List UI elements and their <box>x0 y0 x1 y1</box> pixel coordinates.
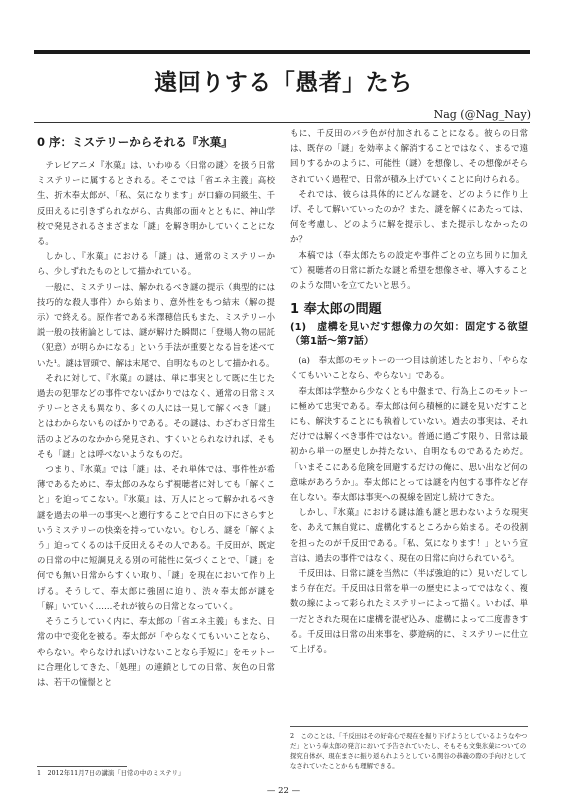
paragraph: (a) 奉太郎のモットーの一つ目は前述したとおり、「やらなくてもいいことなら、やらない」である。 <box>290 355 528 381</box>
left-column <box>37 132 275 764</box>
section-heading-1: 1 奉太郎の問題 <box>290 302 382 318</box>
paragraph: 本稿では（奉太郎たちの設定や事件ごとの立ち回りに加えて）視聴者の日常に新たな謎と希望を想像させ、導入することのような問いを立てたいと思う。 <box>290 249 528 291</box>
author-byline: Nag (@Nag_Nay) <box>433 108 531 121</box>
paragraph: つまり、『氷菓』では「謎」は、それ単体では、事件性が希薄であるために、奉太郎のみならず視聴者に対しても「解くこと」を迫ってこない。『氷菓』は、万人にとって解かれるべき謎を過去の単一の事実へと遡行することで白日の下にさらすというミステリーの快楽を持っていない。むしろ、謎を「解くよう」迫ってくるのは千反田えるその人である。千反田が、既定の日常の中に短調見える別の可能性に気づくことで、「謎」を何でも無い日常からすくい取り、「謎」を現在において作り上げる。そうして、奉太郎に強固に迫り、渋々奉太郎が謎を「解」いていく……それが彼らの日常となっていく。 <box>37 464 275 611</box>
page-number: — 22 — <box>266 786 301 796</box>
page-title: 遠回りする「愚者」たち <box>154 70 413 96</box>
paragraph: それに対して、『氷菓』の謎は、単に事実として既に生じた過去の犯罪などの事件でないばかりではなく、通常の日常ミステリーとさえも異なり、多くの人には一見して解くべき「謎」とはわからないものばかりである。その謎は、わざわざ日常生活のよどみのなかから発見され、すくいとられなければ、そもそも「謎」とは呼べないようなものだ。 <box>37 372 275 459</box>
paragraph: そうこうしていく内に、奉太郎の「省エネ主義」もまた、日常の中で変化を被る。奉太郎が「やらなくてもいいことなら、やらない。やらなければいけないことなら手短に」をモットーに合理化してきた、「処理」の連鎖としての日常、灰色の日常は、若干の憧憬とと <box>37 616 275 687</box>
author-rule <box>34 122 530 123</box>
paragraph: 千反田は、日常に謎を当然に（半ば強迫的に）見いだしてしまう存在だ。千反田は日常を単一の歴史によってではなく、複数の線によって彩られたミステリーによって描く。いわば、単一だとされた現在に虚構を混ぜ込み、虚構によって二度書きする。千反田は日常の出来事を、夢遊病的に、ミステリーに仕立て上げる。 <box>290 568 528 655</box>
paragraph: 一般に、ミステリーは、解かれるべき謎の提示（典型的には技巧的な殺人事件）から始まり、意外性をもつ結末（解の提示）で終える。原作者である米澤穂信氏もまた、ミステリー小説一般の技術論としては、謎が解けた瞬間に「登場人物の屈託（犯意）が明らかになる」という手法が重要となる旨を述べていた¹。謎は冒頭で、解は末尾で、自明なものとして描かれる。 <box>37 281 275 368</box>
footnote-1: 1 2012年11月7日の講演「日常の中のミステリ」 <box>37 769 185 777</box>
paragraph: しかし、『氷菓』における「謎」は、通常のミステリーから、少しずれたものとして描かれている。 <box>37 251 275 277</box>
top-rule <box>34 50 530 54</box>
paragraph: 奉太郎は学整から少なくとも中盤まで、行為上このモットーに極めて忠実である。奉太郎は何ら積極的に謎を見いだすことにも、解決することにも執着していない。過去の事実は、それだけでは解くべき事件ではない。普通に過ごす限り、日常は最初から単一の歴史しか持たない、自明なものであるためだ。「いまそこにある危険を回避するだけの俺に、思い出など何の意味があろうか」。奉太郎にとっては謎を内包する事件など存在しない。奉太郎は事実への視線を固定し続けてきた。 <box>290 385 528 503</box>
footnote-rule <box>37 766 127 767</box>
right-column <box>290 126 528 746</box>
paragraph: もに、千反田のバラ色が付加されることになる。彼らの日常は、既存の「謎」を効率よく解消することではなく、まるで遠回りするかのように、可能性（謎）を想像し、その想像がそらされていく過程で、日常が積み上げていくことに向けられる。 <box>290 128 528 184</box>
paragraph: テレビアニメ『氷菓』は、いわゆる〈日常の謎〉を扱う日常ミステリーに属するとされる。そこでは「省エネ主義」高校生、折木奉太郎が、「私、気になります」が口癖の同級生、千反田えるに引きずられながら、古典部の面々とともに、神山学校で発見されるさまざまな「謎」を解き明かしていくことになる。 <box>37 160 275 247</box>
paragraph: しかし、『氷菓』における謎は誰も謎と思わないような現実を、あえて無自覚に、虚構化するところから始まる。その役割を担ったのが千反田である。「私、気になります！」という宣言は、過去の事件ではなく、現在の日常に向けられている²。 <box>290 507 528 563</box>
section-heading-intro: 0 序：ミステリーからそれる『氷菓』 <box>37 135 233 149</box>
footnote-rule <box>290 726 528 727</box>
paragraph: それでは、彼らは具体的にどんな謎を、どのように作り上げ、そして解いていったのか？また、謎を解くにあたっては、何を考慮し、どのように解を提示し、また提示しなかったのか？ <box>290 188 528 245</box>
footnote-2: 2 このことは、「千反田はその好奇心で現在を掘り下げようとしているようなやつだ」という奉太郎の発言において予告されていたし、そもそも文集氷菓についての探究自体が、現在まさに振り返られようとしている関谷の恭義の際の手向けとしてなされていたことからも理解できる。 <box>290 732 528 770</box>
subsection-heading-1-1: (1) 虚構を見いだす想像力の欠如：固定する欲望（第1話〜第7話） <box>290 322 528 348</box>
